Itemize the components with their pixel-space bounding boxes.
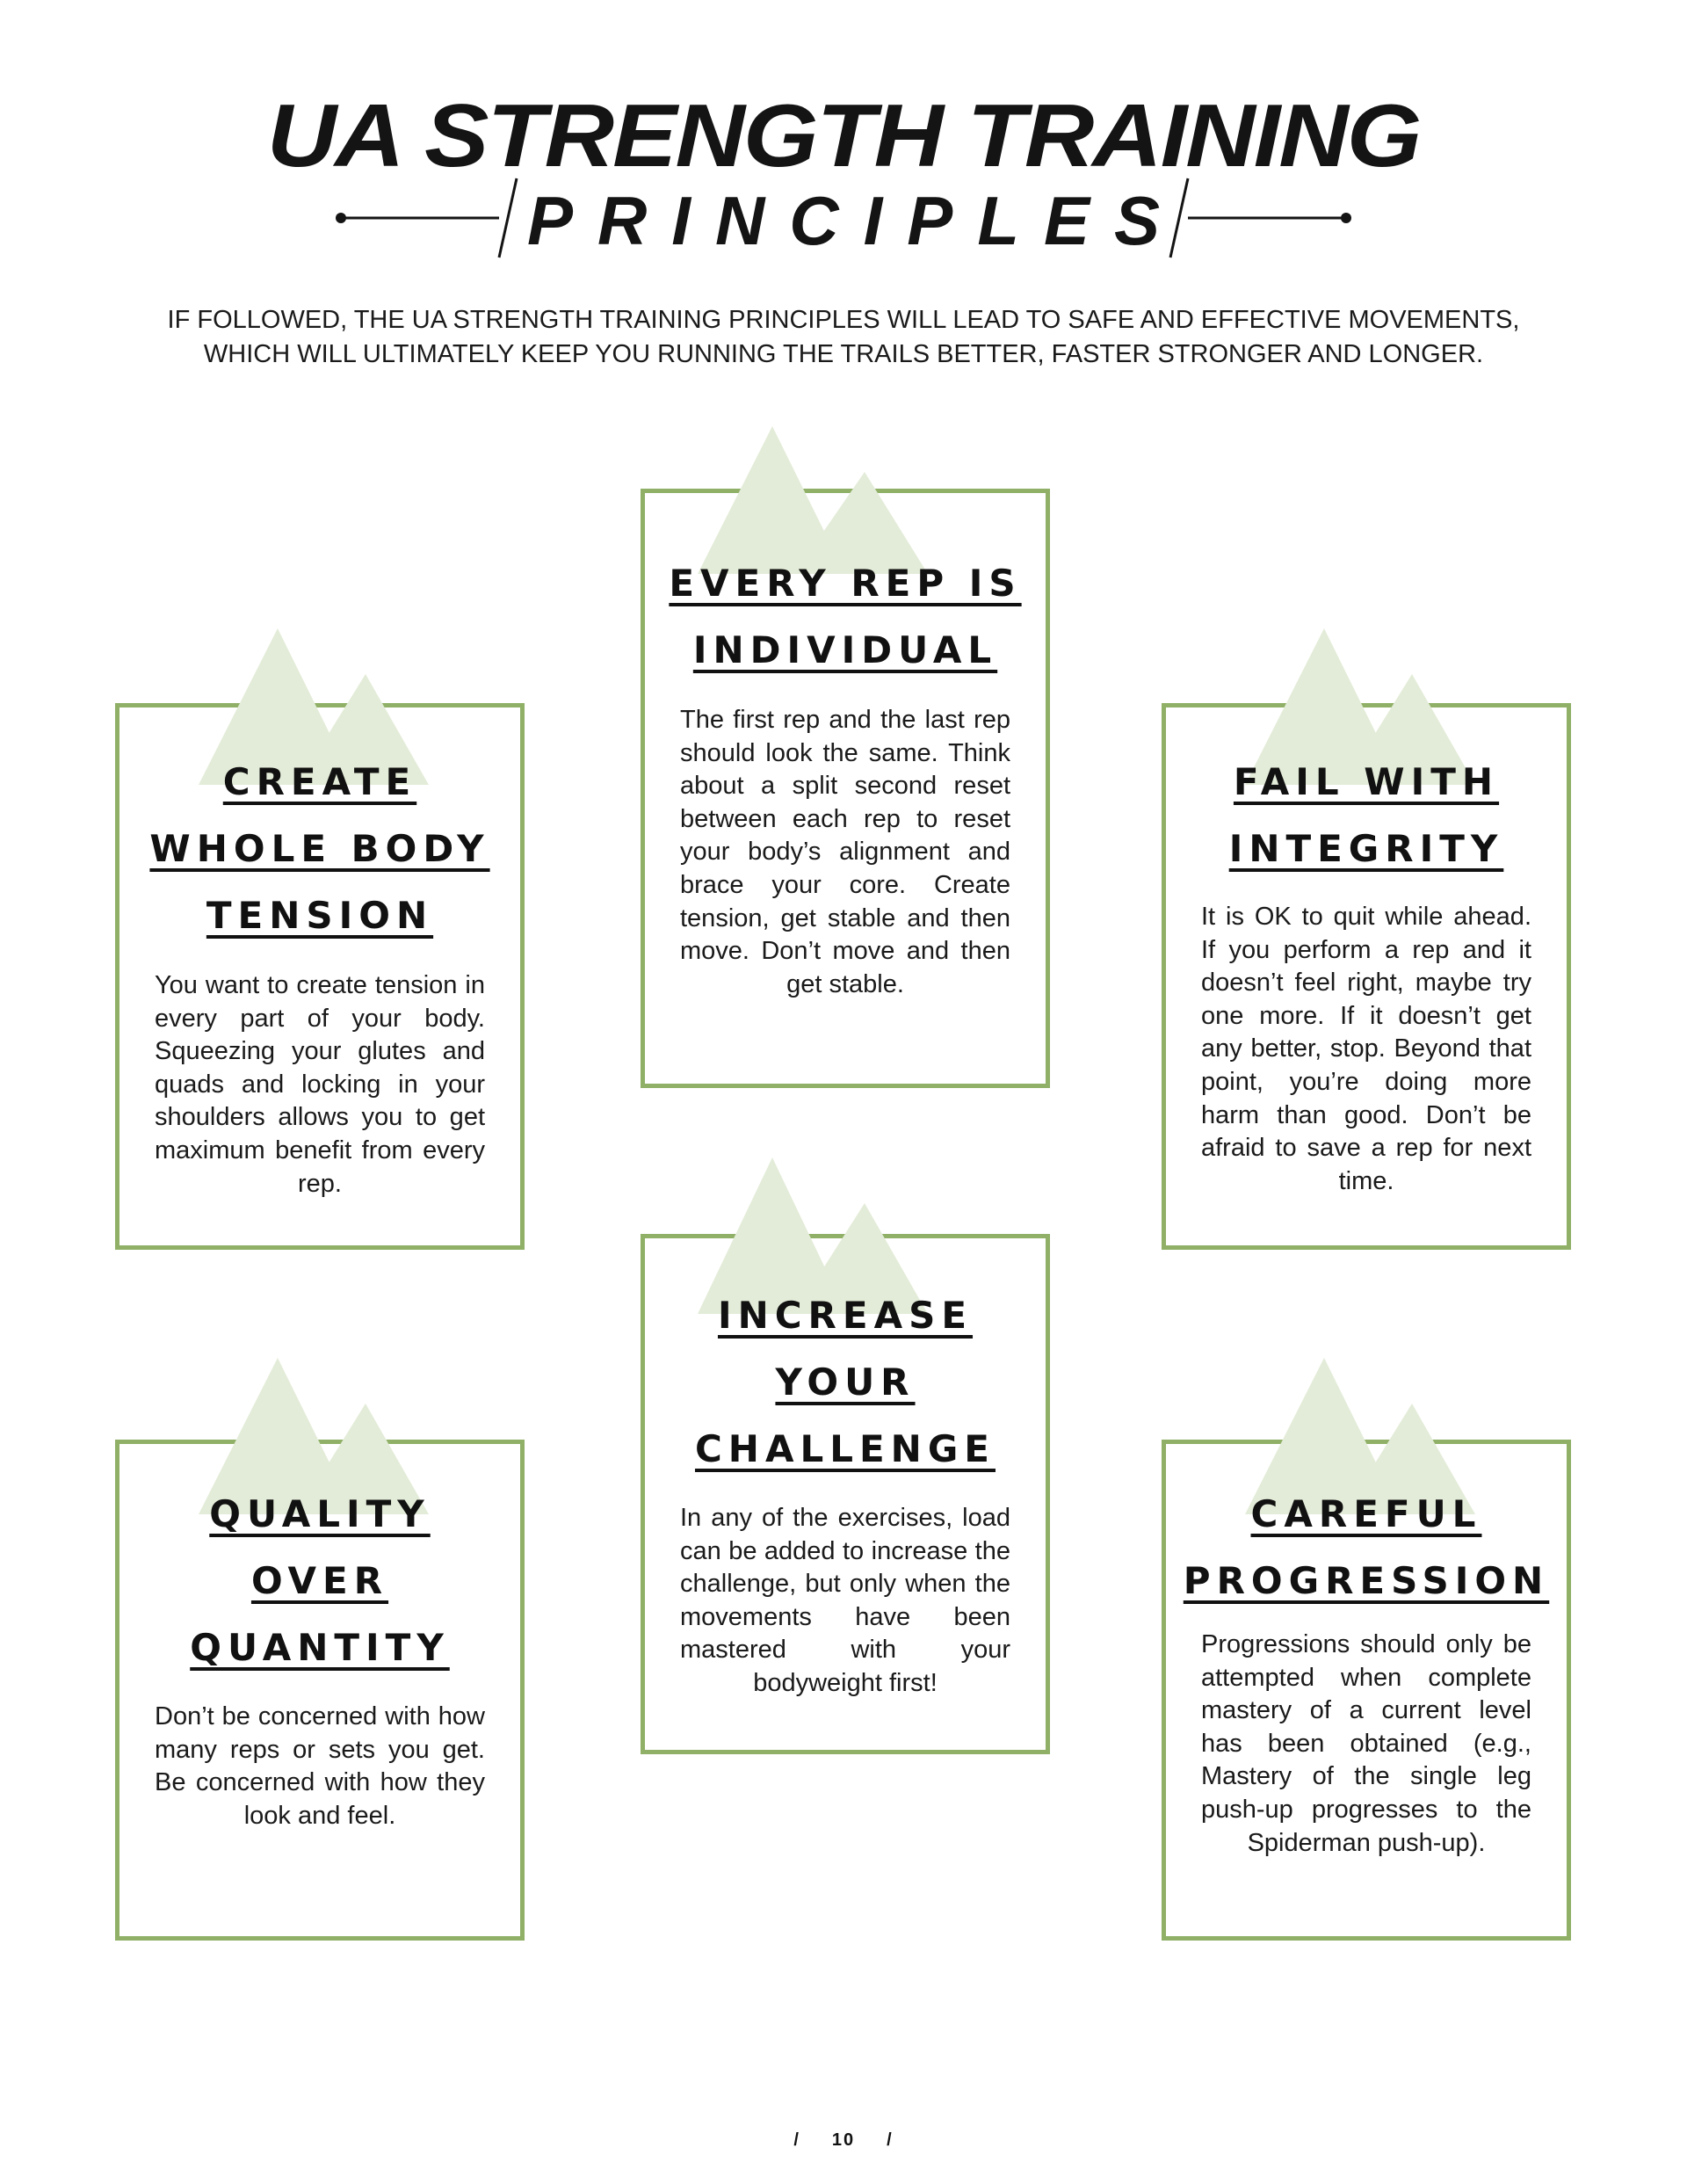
page-subtitle: PRINCIPLES bbox=[526, 182, 1185, 259]
page-footer bbox=[0, 2130, 1687, 2151]
card-title-line: QUANTITY bbox=[190, 1626, 450, 1669]
card-title-line: QUALITY bbox=[209, 1492, 431, 1535]
card-create-whole-body-tension bbox=[115, 703, 525, 1250]
card-title-line: INCREASE bbox=[717, 1294, 974, 1337]
card-body: The first rep and the last rep should look the same. Think about a split second reset between each rep to reset your body’s alignment and brace your core. Create tension, get stable and then move. Don’t move and then get stable. bbox=[680, 706, 1010, 998]
card-title-line: CAREFUL bbox=[1250, 1492, 1482, 1535]
intro-text bbox=[141, 303, 1546, 372]
card-title-line: YOUR bbox=[775, 1360, 916, 1404]
page-number: 10 bbox=[831, 2130, 856, 2150]
intro-line-1: IF FOLLOWED, THE UA STRENGTH TRAINING PRINCIPLES WILL LEAD TO SAFE AND EFFECTIVE MOVEMENTS, bbox=[167, 306, 1520, 334]
card-title-line: PROGRESSION bbox=[1183, 1559, 1550, 1602]
card-body: In any of the exercises, load can be added to increase the challenge, but only when the movements have been mastered with your bodyweight first! bbox=[680, 1504, 1010, 1697]
card-body: Progressions should only be attempted when complete mastery of a current level has been obtained (e.g., Mastery of the single leg push-up progresses to the Spiderman push-up). bbox=[1201, 1630, 1531, 1857]
card-title-line: OVER bbox=[250, 1559, 389, 1602]
card-title-line: INTEGRITY bbox=[1228, 827, 1504, 870]
card-every-rep-is-individual bbox=[641, 489, 1050, 1088]
card-increase-your-challenge bbox=[641, 1234, 1050, 1754]
card-careful-progression bbox=[1162, 1440, 1571, 1941]
page-title: UA STRENGTH TRAINING bbox=[266, 85, 1421, 186]
subtitle-row bbox=[334, 174, 1353, 262]
card-title-line: WHOLE BODY bbox=[149, 827, 490, 870]
card-title bbox=[119, 1481, 520, 1681]
card-title-line: INDIVIDUAL bbox=[692, 628, 998, 671]
card-fail-with-integrity bbox=[1162, 703, 1571, 1250]
card-title bbox=[119, 749, 520, 949]
intro-line-2: WHICH WILL ULTIMATELY KEEP YOU RUNNING THE TRAILS BETTER, FASTER STRONGER AND LONGER. bbox=[203, 340, 1484, 368]
card-title bbox=[645, 550, 1046, 684]
card-body: You want to create tension in every part of your body. Squeezing your glutes and quads and locking in your shoulders allows you to get maximum benefit from every rep. bbox=[155, 971, 485, 1198]
card-title-line: TENSION bbox=[206, 894, 434, 937]
card-title-line: CHALLENGE bbox=[694, 1427, 996, 1470]
card-title bbox=[645, 1282, 1046, 1483]
card-quality-over-quantity bbox=[115, 1440, 525, 1941]
card-title-line: CREATE bbox=[222, 760, 417, 803]
card-title bbox=[1166, 1481, 1567, 1614]
card-title bbox=[1166, 749, 1567, 882]
card-title-line: EVERY REP IS bbox=[669, 562, 1022, 605]
card-body: Don’t be concerned with how many reps or sets you get. Be concerned with how they look and feel. bbox=[155, 1702, 485, 1830]
card-body: It is OK to quit while ahead. If you perform a rep and it doesn’t feel right, maybe try one more. If it doesn’t get any better, stop. Beyond that point, you’re doing more harm than good. Don’t be afraid to save a rep for next time. bbox=[1201, 903, 1531, 1195]
card-title-line: FAIL WITH bbox=[1233, 760, 1500, 803]
page-number-separator: / bbox=[793, 2130, 800, 2150]
page-number-separator: / bbox=[887, 2130, 894, 2150]
